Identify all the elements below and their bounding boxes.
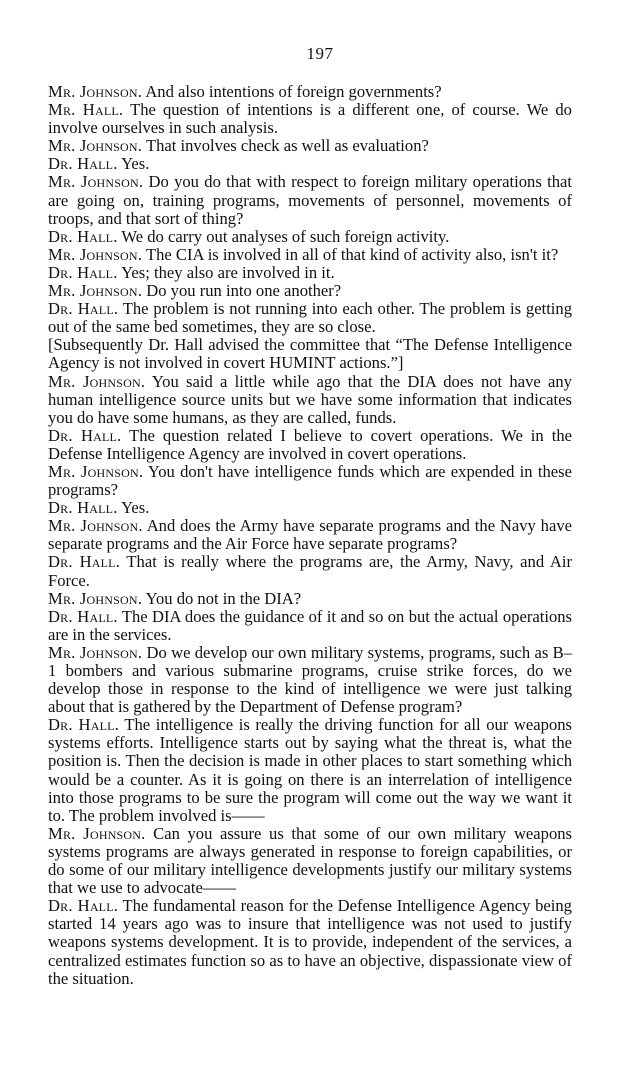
transcript-paragraph: [48, 155, 572, 173]
transcript-paragraph: [48, 373, 572, 427]
paragraph-text: The fundamental reason for the Defense Intelligence Agency being started 14 years ago was to insure that intelligence was not used to justify weapons systems development. It is to provide, independent of the services, a centralized estimates function so as to have an objective, dispassionate view of the situation.: [48, 896, 572, 988]
paragraph-text: Can you assure us that some of our own military weapons systems programs are always generated in response to foreign capabilities, or do some of our military intelligence developments justify our military systems that we use to advocate——: [48, 823, 573, 898]
paragraph-text: The question of intentions is a different one, of course. We do involve ourselves in such analysis.: [48, 100, 572, 138]
transcript-paragraph: [48, 716, 572, 825]
transcript-paragraph: [48, 246, 572, 264]
speaker-name: Mr. Johnson.: [48, 461, 144, 481]
paragraph-text: Do you run into one another?: [146, 281, 342, 301]
paragraph-text: And also intentions of foreign governments?: [145, 82, 442, 101]
speaker-name: Mr. Johnson.: [48, 588, 143, 608]
speaker-name: Mr. Hall.: [48, 100, 124, 120]
transcript-paragraph: [48, 517, 572, 553]
transcript-paragraph: [48, 173, 572, 227]
transcript-paragraph: [48, 608, 572, 644]
speaker-name: Dr. Hall.: [48, 154, 118, 174]
transcript-paragraph: [48, 590, 572, 608]
transcript-paragraph: [48, 463, 572, 499]
speaker-name: Mr. Johnson.: [48, 244, 143, 264]
transcript-paragraph: [48, 83, 572, 101]
paragraph-text: Yes.: [121, 154, 150, 174]
speaker-name: Mr. Johnson.: [48, 371, 146, 391]
speaker-name: Dr. Hall.: [48, 606, 118, 626]
transcript-paragraph: [48, 644, 572, 716]
paragraph-text: The DIA does the guidance of it and so on but the actual operations are in the services.: [48, 606, 572, 644]
paragraph-text: Yes; they also are involved in it.: [121, 262, 335, 282]
paragraph-text: That involves check as well as evaluation?: [145, 136, 429, 156]
transcript-paragraph: [48, 228, 572, 246]
speaker-name: Mr. Johnson.: [48, 82, 143, 101]
speaker-name: Dr. Hall.: [48, 226, 118, 246]
speaker-name: Dr. Hall.: [48, 896, 119, 916]
transcript-paragraph: [48, 300, 572, 336]
speaker-name: Mr. Johnson.: [48, 516, 143, 536]
transcript-paragraph: [48, 553, 572, 589]
speaker-name: Mr. Johnson.: [48, 281, 143, 301]
transcript-paragraph: [48, 897, 572, 987]
speaker-name: Mr. Johnson.: [48, 823, 146, 843]
page-number: 197: [306, 44, 334, 63]
paragraph-text: You do not in the DIA?: [145, 588, 302, 608]
paragraph-text: And does the Army have separate programs and the Navy have separate programs and the Air Force have separate programs?: [48, 516, 572, 554]
speaker-name: Mr. Johnson.: [48, 172, 144, 192]
paragraph-text: Do we develop our own military systems, programs, such as B–1 bombers and various submarine programs, cruise strike forces, do we develop those in response to the kind of intelligence we were just talking about that is gathered by the Department of Defense program?: [48, 642, 572, 717]
speaker-name: Dr. Hall.: [48, 425, 122, 445]
paragraph-text: The intelligence is really the driving function for all our weapons systems efforts. Intelligence starts out by saying what the threat is, what the position is. Then the decision is made in other places to start something which would be a counter. As it is going on there is an interrelation of intelligence into those programs to be sure the program will come out the way we want it to. The problem involved is——: [48, 715, 572, 825]
paragraph-text: You don't have intelligence funds which are expended in these programs?: [48, 461, 572, 500]
speaker-name: Dr. Hall.: [48, 299, 119, 319]
paragraph-text: [Subsequently Dr. Hall advised the committee that “The Defense Intelligence Agency is not involved in covert HUMINT actions.”]: [48, 335, 572, 373]
paragraph-text: The problem is not running into each other. The problem is getting out of the same bed sometimes, they are so close.: [48, 299, 573, 337]
paragraph-text: Yes.: [121, 498, 150, 518]
speaker-name: Mr. Johnson.: [48, 642, 143, 662]
transcript-body: [48, 83, 572, 988]
paragraph-text: That is really where the programs are, the Army, Navy, and Air Force.: [48, 552, 572, 590]
paragraph-text: We do carry out analyses of such foreign activity.: [121, 226, 450, 246]
transcript-paragraph: [48, 137, 572, 155]
transcript-paragraph: [48, 499, 572, 517]
speaker-name: Dr. Hall.: [48, 715, 119, 735]
speaker-name: Dr. Hall.: [48, 262, 118, 282]
paragraph-text: The question related I believe to covert operations. We in the Defense Intelligence Agency are involved in covert operations.: [48, 425, 572, 463]
transcript-paragraph: [48, 101, 572, 137]
transcript-paragraph: [48, 825, 572, 897]
transcript-paragraph: [48, 264, 572, 282]
transcript-paragraph: [48, 336, 572, 372]
transcript-paragraph: [48, 427, 572, 463]
paragraph-text: You said a little while ago that the DIA does not have any human intelligence source units but we have some information that indicates you do have some humans, as they are called, funds.: [48, 371, 572, 427]
transcript-paragraph: [48, 282, 572, 300]
speaker-name: Mr. Johnson.: [48, 136, 143, 156]
speaker-name: Dr. Hall.: [48, 498, 118, 518]
paragraph-text: Do you do that with respect to foreign military operations that are going on, training programs, movements of personnel, movements of troops, and that sort of thing?: [48, 172, 572, 228]
speaker-name: Dr. Hall.: [48, 552, 121, 572]
paragraph-text: The CIA is involved in all of that kind of activity also, isn't it?: [145, 244, 559, 264]
